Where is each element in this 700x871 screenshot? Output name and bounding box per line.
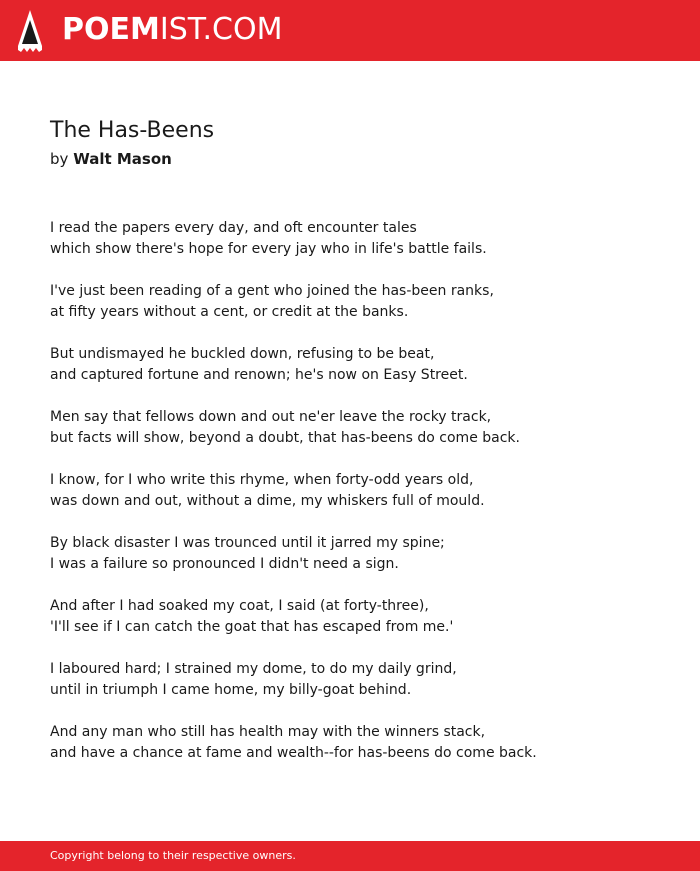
copyright-notice: Copyright belong to their respective owners. [50, 849, 296, 862]
stanza [50, 722, 670, 764]
poem-line: was down and out, without a dime, my whiskers full of mould. [50, 493, 485, 509]
stanza [50, 596, 670, 638]
stanza [50, 470, 670, 512]
poem-line: 'I'll see if I can catch the goat that has escaped from me.' [50, 619, 454, 635]
by-label: by [50, 150, 69, 168]
stanza [50, 281, 670, 323]
stanza [50, 218, 670, 260]
poem-line: And after I had soaked my coat, I said (at forty-three), [50, 598, 429, 614]
poem-line: But undismayed he buckled down, refusing to be beat, [50, 346, 435, 362]
site-header [0, 0, 700, 61]
poem-line: but facts will show, beyond a doubt, that has-beens do come back. [50, 430, 520, 446]
poem-line: I was a failure so pronounced I didn't need a sign. [50, 556, 399, 572]
poem-line: and captured fortune and renown; he's now on Easy Street. [50, 367, 468, 383]
poem-line: I know, for I who write this rhyme, when forty-odd years old, [50, 472, 474, 488]
poem-line: which show there's hope for every jay who in life's battle fails. [50, 241, 487, 257]
stanza [50, 533, 670, 575]
stanza [50, 407, 670, 449]
poem-line: I've just been reading of a gent who joined the has-been ranks, [50, 283, 494, 299]
site-footer [0, 841, 700, 871]
poem-line: until in triumph I came home, my billy-goat behind. [50, 682, 412, 698]
poem-line: and have a chance at fame and wealth--for has-beens do come back. [50, 745, 537, 761]
logo-text-bold: POEM [62, 12, 160, 47]
poem-line: I read the papers every day, and oft encounter tales [50, 220, 417, 236]
poem-body [50, 218, 670, 785]
poem-line: By black disaster I was trounced until it jarred my spine; [50, 535, 445, 551]
pencil-tip-icon[interactable] [18, 10, 42, 52]
author-name[interactable]: Walt Mason [73, 150, 172, 168]
logo-text-light: IST.COM [159, 12, 283, 47]
poem-title: The Has-Beens [50, 118, 215, 143]
poem-line: Men say that fellows down and out ne'er leave the rocky track, [50, 409, 492, 425]
byline [50, 149, 172, 169]
stanza [50, 659, 670, 701]
stanza [50, 344, 670, 386]
site-logo[interactable] [62, 13, 282, 47]
poem-line: at fifty years without a cent, or credit at the banks. [50, 304, 409, 320]
poem-line: I laboured hard; I strained my dome, to do my daily grind, [50, 661, 457, 677]
poem-line: And any man who still has health may with the winners stack, [50, 724, 486, 740]
